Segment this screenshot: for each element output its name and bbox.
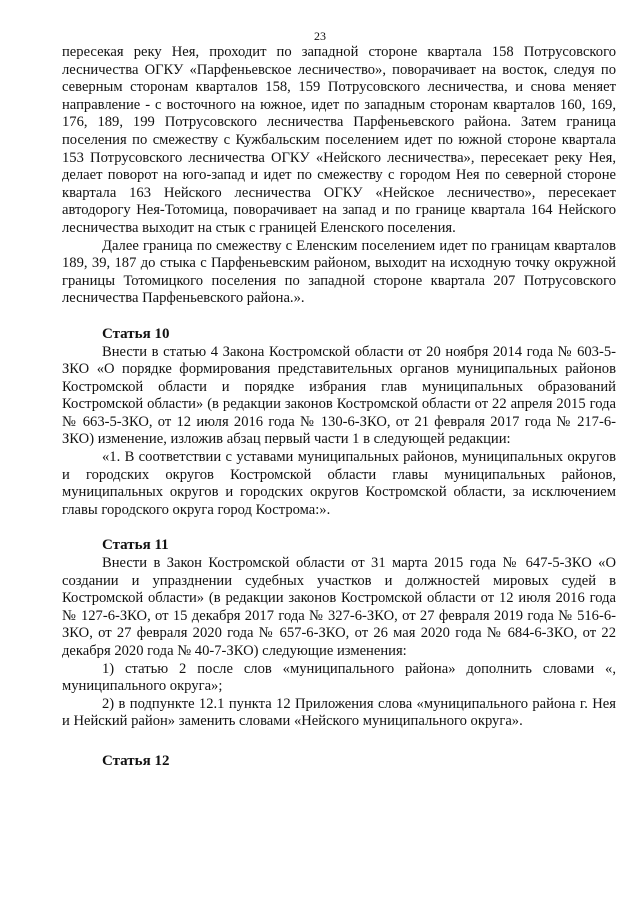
document-body	[62, 44, 616, 771]
article-11-heading: Статья 11	[102, 537, 169, 554]
article-10-paragraph-2: «1. В соответствии с уставами муниципальных районов, муниципальных округов и городских округов Костромской области главы муниципальных районов, муниципальных округов и городских округов Костромской области, за исключением главы городского округа город Кострома:».	[62, 449, 616, 518]
article-10-paragraph-1: Внести в статью 4 Закона Костромской области от 20 ноября 2014 года № 603-5-ЗКО «О порядке формирования представительных органов муниципальных районов Костромской области и порядке избрания глав муниципальных образований Костромской области» (в редакции законов Костромской области от 22 апреля 2015 года № 663-5-ЗКО, от 12 июля 2016 года № 130-6-ЗКО, от 21 февраля 2017 года № 217-6-ЗКО) изменение, изложив абзац первый части 1 в следующей редакции:	[62, 343, 616, 448]
paragraph-boundary-description: пересекая реку Нея, проходит по западной стороне квартала 158 Потрусовского лесничества ОГКУ «Парфеньевское лесничество», поворачивает на восток, следуя по северным сторонам кварталов 158, 159 Потрусовского лесничества, и снова меняет направление - с восточного на южное, идет по западным сторонам кварталов 160, 169, 176, 189, 199 Потрусовского лесничества Парфеньевского района. Затем граница поселения по смежеству с Кужбальским поселением идет по южной стороне квартала 153 Потрусовского лесничества ОГКУ «Нейского лесничества», пересекает реку Нея, делает поворот на юго-запад и идет по смежеству с городом Нея по северной стороне квартала 163 Нейского лесничества ОГКУ «Нейское лесничество», пересекает автодорогу Нея-Тотомица, поворачивает на запад и по границе квартала 164 Нейского лесничества выходит на стык с границей Еленского поселения.	[62, 44, 616, 236]
paragraph-boundary-continuation: Далее граница по смежеству с Еленским поселением идет по границам кварталов 189, 39, 187 до стыка с Парфеньевским районом, выходит на исходную точку окружной границы Тотомицкого поселения по западной стороне квартала 207 Потрусовского лесничества Парфеньевского района.».	[62, 237, 616, 307]
article-12-heading: Статья 12	[102, 752, 170, 769]
article-10-heading: Статья 10	[102, 325, 170, 342]
article-11-item-2: 2) в подпункте 12.1 пункта 12 Приложения слова «муниципального района г. Нея и Нейский район» заменить словами «Нейского муниципального округа».	[62, 695, 616, 730]
page-number: 23	[314, 29, 326, 43]
article-11-item-1: 1) статью 2 после слов «муниципального района» дополнить словами «, муниципального округа»;	[62, 660, 616, 695]
article-11-paragraph-1: Внести в Закон Костромской области от 31 марта 2015 года № 647-5-ЗКО «О создании и упразднении судебных участков и должностей мировых судей в Костромской области» (в редакции законов Костромской области от 12 июля 2016 года № 127-6-ЗКО, от 15 декабря 2017 года № 327-6-ЗКО, от 27 февраля 2019 года № 516-6-ЗКО, от 27 февраля 2020 года № 657-6-ЗКО, от 26 мая 2020 года № 684-6-ЗКО, от 22 декабря 2020 года № 40-7-ЗКО) следующие изменения:	[62, 555, 616, 659]
